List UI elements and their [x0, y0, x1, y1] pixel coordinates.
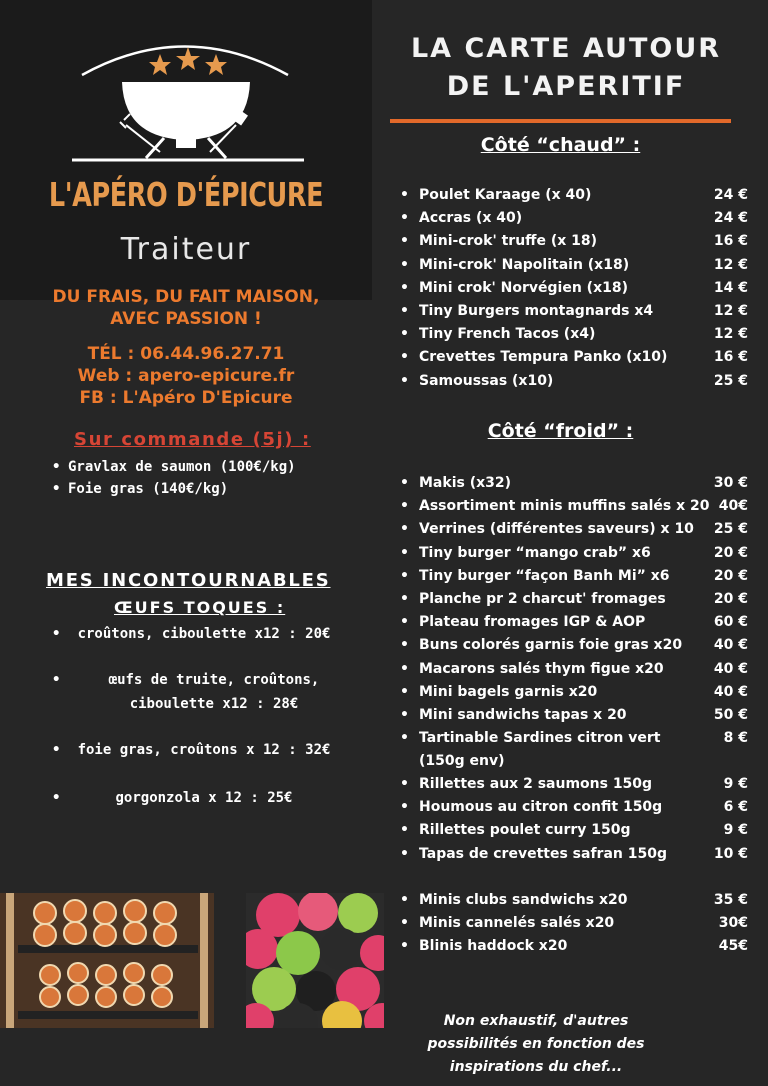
menu-item-name: Tartinable Sardines citron vert (150g env) — [419, 730, 661, 770]
menu-row — [400, 889, 752, 912]
menu-item-price: 10 € — [713, 845, 748, 862]
bullet-icon: • — [400, 256, 409, 273]
menu-item-price: 24 € — [713, 187, 748, 203]
list-item-label: Foie gras (140€/kg) — [68, 481, 229, 497]
bullet-icon: • — [400, 891, 409, 908]
tagline-line: DU FRAIS, DU FAIT MAISON, — [52, 287, 320, 307]
menu-row — [400, 912, 752, 935]
list-item — [44, 786, 364, 810]
menu-item-name: Tiny burger “mango crab” x6 — [419, 544, 651, 561]
website-text: Web : apero-epicure.fr — [77, 366, 295, 386]
brand-name: L'APÉRO D'ÉPICURE — [48, 175, 324, 214]
menu-item-name: Makis (x32) — [419, 475, 512, 491]
menu-row — [400, 472, 752, 495]
menu-item-name: Mini crok' Norvégien (x18) — [419, 279, 628, 296]
menu-item-price: 20 € — [713, 590, 748, 607]
menu-item-name: Buns colorés garnis foie gras x20 — [419, 637, 683, 654]
bullet-icon: • — [400, 845, 409, 862]
menu-item-price: 40 € — [713, 660, 748, 677]
menu-row — [400, 819, 752, 842]
menu-item-price: 6 € — [723, 799, 748, 816]
menu-row — [400, 230, 752, 253]
bullet-icon: • — [400, 590, 409, 607]
menu-item-name: Macarons salés thym figue x20 — [419, 660, 664, 677]
menu-item-price: 20 € — [713, 544, 748, 561]
menu-item-price: 12 € — [713, 302, 748, 319]
footnote-line: inspirations du chef... — [449, 1059, 623, 1075]
menu-item-price: 45€ — [718, 938, 748, 954]
verrines-photo — [0, 893, 214, 1028]
tagline-line: AVEC PASSION ! — [110, 309, 262, 329]
tagline — [0, 286, 372, 330]
list-item-label: croûtons, ciboulette x12 : 20€ — [77, 626, 331, 642]
menu-row — [400, 277, 752, 300]
bullet-icon: • — [400, 730, 409, 747]
verrines-photo-image — [0, 893, 214, 1028]
menu-item-name: Crevettes Tempura Panko (x10) — [419, 349, 668, 366]
list-item-label: foie gras, croûtons x 12 : 32€ — [77, 742, 331, 758]
menu-item-price: 50 € — [713, 706, 748, 723]
bullet-icon: • — [52, 742, 61, 758]
menu-row — [400, 796, 752, 819]
bullet-icon: • — [400, 233, 409, 250]
menu-item-name: Rillettes aux 2 saumons 150g — [419, 776, 653, 793]
order-title: Sur commande (5j) : — [74, 429, 311, 450]
menu-item-price: 8 € — [723, 730, 748, 747]
froid-menu-list — [400, 472, 752, 958]
bullet-icon: • — [400, 938, 409, 954]
chaud-section-title: Côté “chaud” : — [480, 134, 641, 156]
list-item-label: gorgonzola x 12 : 25€ — [115, 790, 293, 806]
list-item — [44, 622, 364, 646]
bbq-grill-logo-icon — [60, 30, 310, 170]
menu-row — [400, 611, 752, 634]
bullet-icon: • — [400, 776, 409, 793]
bullet-icon: • — [400, 326, 409, 343]
bullet-icon: • — [52, 790, 61, 806]
list-item — [44, 738, 364, 762]
incontournables-title: MES INCONTOURNABLES — [46, 570, 331, 591]
bullet-icon: • — [400, 683, 409, 700]
menu-item-name: Poulet Karaage (x 40) — [419, 187, 592, 203]
bullet-icon: • — [400, 372, 409, 389]
menu-row — [400, 843, 752, 889]
menu-item-price: 40€ — [718, 498, 748, 515]
menu-item-name: Mini-crok' truffe (x 18) — [419, 233, 598, 250]
menu-item-name: Verrines (différentes saveurs) x 10 — [419, 521, 694, 538]
bullet-icon: • — [400, 822, 409, 839]
menu-item-price: 16 € — [713, 349, 748, 366]
chaud-menu-list — [400, 184, 752, 393]
title-divider — [390, 119, 731, 123]
footnote-line: Non exhaustif, d'autres — [443, 1013, 629, 1029]
menu-item-price: 24 € — [713, 210, 748, 227]
bullet-icon: • — [400, 614, 409, 631]
list-item — [52, 478, 296, 500]
menu-item-price: 16 € — [713, 233, 748, 250]
menu-row — [400, 495, 752, 518]
menu-item-name: Tiny burger “façon Banh Mi” x6 — [419, 567, 670, 584]
menu-row — [400, 542, 752, 565]
menu-row — [400, 323, 752, 346]
menu-item-name: Samoussas (x10) — [419, 372, 554, 389]
menu-item-price: 25 € — [713, 372, 748, 389]
menu-item-name: Tapas de crevettes safran 150g — [419, 845, 667, 862]
phone-text: TÉL : 06.44.96.27.71 — [87, 344, 285, 364]
bullet-icon: • — [400, 210, 409, 227]
bullet-icon: • — [400, 660, 409, 677]
menu-item-price: 35 € — [713, 891, 748, 908]
menu-item-price: 30€ — [718, 914, 748, 931]
menu-item-name: Mini bagels garnis x20 — [419, 683, 598, 700]
menu-item-name: Plateau fromages IGP & AOP — [419, 614, 646, 631]
menu-item-name: Accras (x 40) — [419, 210, 523, 227]
order-list — [52, 456, 296, 500]
menu-item-price: 12 € — [713, 256, 748, 273]
oeufs-title: ŒUFS TOQUES : — [114, 598, 286, 617]
menu-row — [400, 704, 752, 727]
menu-item-price: 30 € — [713, 475, 748, 491]
bullet-icon: • — [400, 349, 409, 366]
list-item — [52, 668, 344, 716]
menu-item-price: 20 € — [713, 567, 748, 584]
menu-row — [400, 727, 752, 773]
bullet-icon: • — [400, 637, 409, 654]
footnote-line: possibilités en fonction des — [427, 1036, 645, 1052]
bullet-icon: • — [400, 799, 409, 816]
buns-photo — [246, 893, 384, 1028]
menu-row — [400, 518, 752, 541]
menu-row — [400, 370, 752, 393]
menu-item-name: Assortiment minis muffins salés x 20 — [419, 498, 710, 515]
brand-subtitle: Traiteur — [120, 232, 252, 267]
bullet-icon: • — [400, 187, 409, 203]
menu-item-price: 12 € — [713, 326, 748, 343]
menu-item-price: 40 € — [713, 637, 748, 654]
bullet-icon: • — [400, 544, 409, 561]
bullet-icon: • — [400, 706, 409, 723]
menu-item-name: Tiny Burgers montagnards x4 — [419, 302, 654, 319]
menu-item-name: Minis cannelés salés x20 — [419, 914, 615, 931]
bullet-icon: • — [52, 459, 61, 475]
menu-row — [400, 681, 752, 704]
menu-row — [400, 300, 752, 323]
menu-title-line: LA CARTE AUTOUR — [410, 33, 722, 64]
footnote — [410, 1010, 662, 1079]
menu-item-price: 25 € — [713, 521, 748, 538]
bullet-icon: • — [400, 279, 409, 296]
bullet-icon: • — [400, 302, 409, 319]
bullet-icon: • — [52, 626, 61, 642]
bullet-icon: • — [400, 521, 409, 538]
menu-item-name: Tiny French Tacos (x4) — [419, 326, 596, 343]
menu-row — [400, 634, 752, 657]
menu-item-name: Planche pr 2 charcut' fromages — [419, 590, 666, 607]
menu-item-name: Mini-crok' Napolitain (x18) — [419, 256, 630, 273]
facebook-text: FB : L'Apéro D'Epicure — [79, 388, 293, 408]
menu-row — [400, 935, 752, 958]
bullet-icon: • — [52, 672, 61, 688]
menu-item-name: Rillettes poulet curry 150g — [419, 822, 631, 839]
menu-row — [400, 207, 752, 230]
list-item — [52, 456, 296, 478]
bullet-icon: • — [400, 567, 409, 584]
menu-item-name: Minis clubs sandwichs x20 — [419, 891, 628, 908]
contact-info — [0, 343, 372, 409]
bullet-icon: • — [52, 481, 61, 497]
menu-item-price: 60 € — [713, 614, 748, 631]
buns-photo-image — [246, 893, 384, 1028]
menu-item-price: 9 € — [723, 822, 748, 839]
menu-row — [400, 773, 752, 796]
menu-row — [400, 254, 752, 277]
list-item-label: Gravlax de saumon (100€/kg) — [68, 459, 296, 475]
menu-row — [400, 346, 752, 369]
menu-row — [400, 588, 752, 611]
menu-title — [390, 30, 742, 106]
menu-item-name: Blinis haddock x20 — [419, 938, 568, 954]
bullet-icon: • — [400, 475, 409, 491]
menu-row — [400, 658, 752, 681]
menu-row — [400, 565, 752, 588]
menu-item-name: Houmous au citron confit 150g — [419, 799, 663, 816]
bullet-icon: • — [400, 498, 409, 515]
bullet-icon: • — [400, 914, 409, 931]
menu-item-price: 9 € — [723, 776, 748, 793]
list-item-label: œufs de truite, croûtons, ciboulette x12 : 28€ — [108, 672, 320, 712]
menu-item-price: 14 € — [713, 279, 748, 296]
froid-section-title: Côté “froid” : — [487, 420, 634, 442]
menu-title-line: DE L'APERITIF — [446, 71, 686, 102]
menu-row — [400, 184, 752, 207]
menu-item-price: 40 € — [713, 683, 748, 700]
menu-item-name: Mini sandwichs tapas x 20 — [419, 706, 627, 723]
